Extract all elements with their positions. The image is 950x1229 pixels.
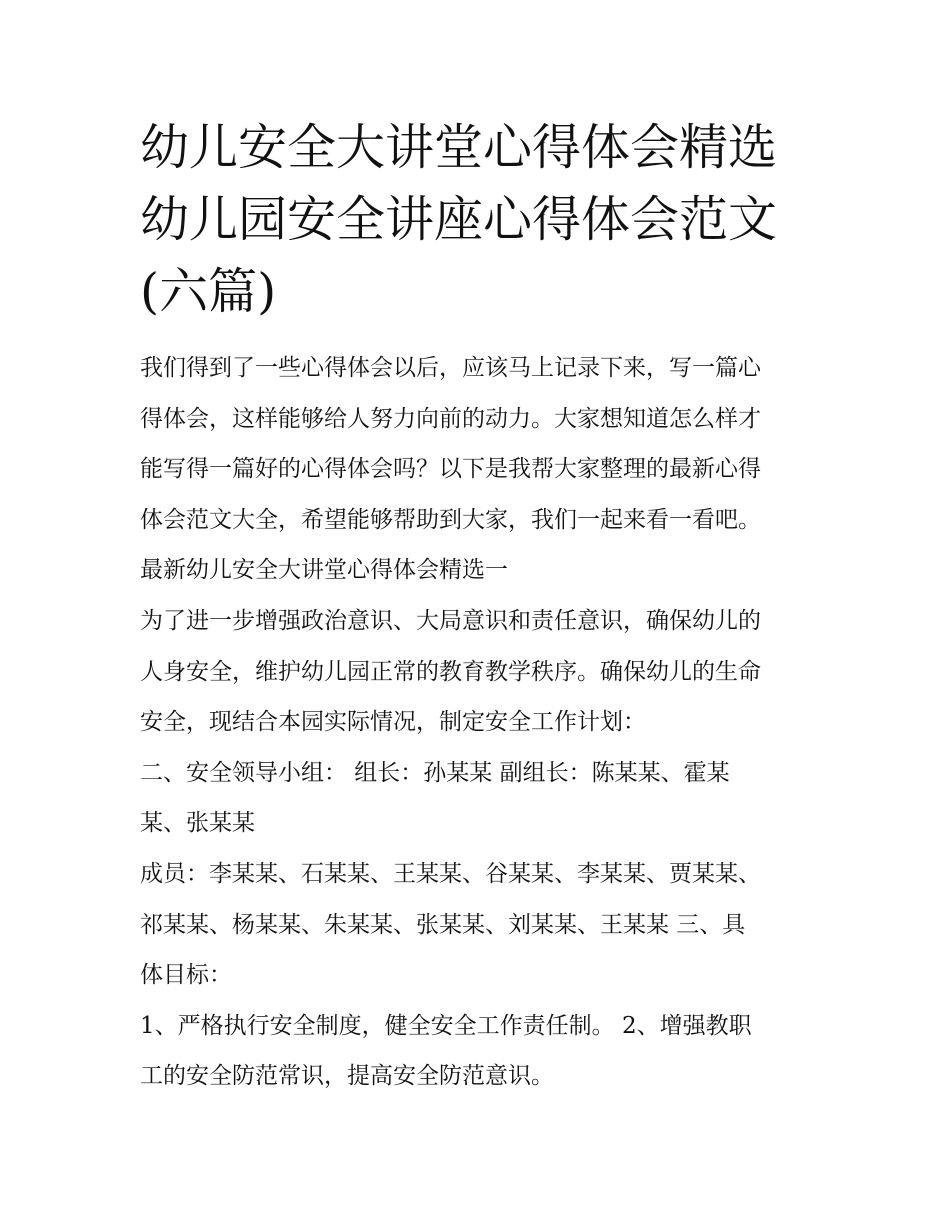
title-line-1: 幼儿安全大讲堂心得体会精选 [140,119,778,176]
document-body [140,343,815,1102]
body-line: 工的安全防范常识，提高安全防范意识。 [140,1063,554,1090]
body-line: 我们得到了一些心得体会以后，应该马上记录下来，写一篇心 [140,355,761,381]
document-page [140,112,815,1102]
body-line: 能写得一篇好的心得体会吗？以下是我帮大家整理的最新心得 [140,456,761,483]
body-line: 二、安全领导小组： 组长：孙某某 副组长：陈某某、霍某 [140,759,730,786]
body-line: 人身安全，维护幼儿园正常的教育教学秩序。确保幼儿的生命 [140,658,761,685]
title-line-3: (六篇) [140,263,277,320]
body-line: 某、张某某 [140,810,255,837]
body-line: 为了进一步增强政治意识、大局意识和责任意识，确保幼儿的 [140,607,761,634]
body-line: 体会范文大全，希望能够帮助到大家，我们一起来看一看吧。 [140,506,761,533]
body-line: 祁某某、杨某某、朱某某、张某某、刘某某、王某某 三、具 [140,911,746,938]
section-heading: 最新幼儿安全大讲堂心得体会精选一 [140,557,508,584]
body-line: 体目标： [140,962,232,989]
title-line-2: 幼儿园安全讲座心得体会范文 [140,191,778,248]
body-line: 安全，现结合本园实际情况，制定安全工作计划： [140,709,646,736]
document-title [140,112,815,328]
body-line: 成员：李某某、石某某、王某某、谷某某、李某某、贾某某、 [140,860,761,887]
body-line: 得体会，这样能够给人努力向前的动力。大家想知道怎么样才 [140,405,761,432]
body-line: 1、严格执行安全制度，健全安全工作责任制。 2、增强教职 [140,1012,752,1039]
